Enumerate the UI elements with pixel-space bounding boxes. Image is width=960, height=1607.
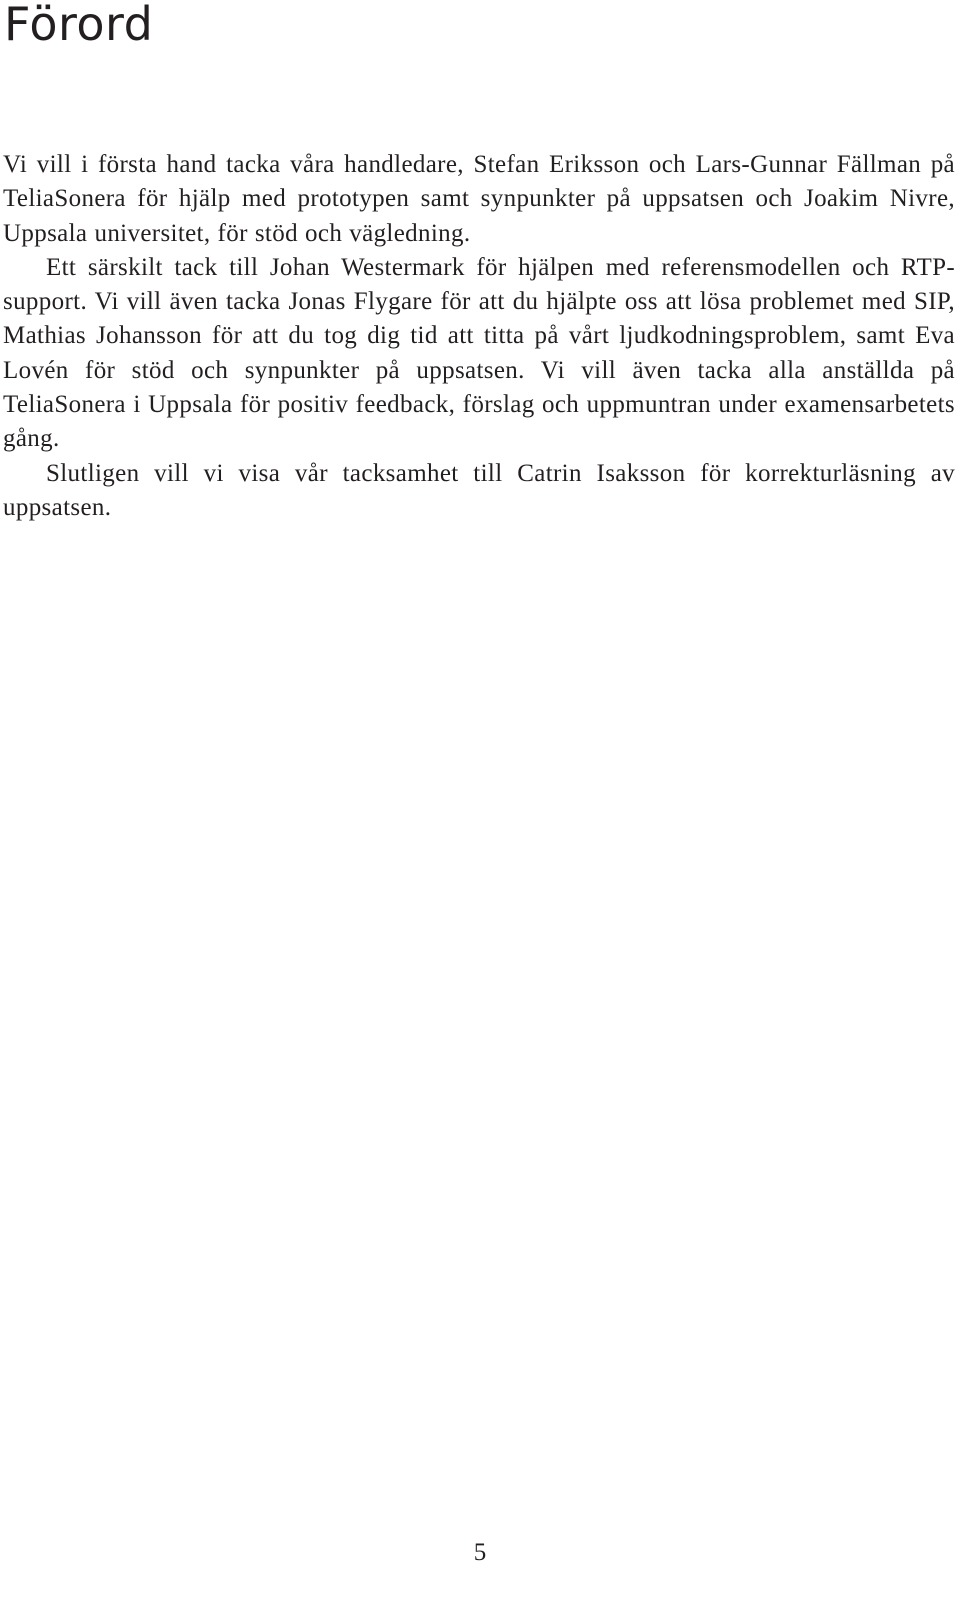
paragraph-acknowledgement-supervisors: Vi vill i första hand tacka våra handledare, Stefan Eriksson och Lars-Gunnar Fällman på TeliaSonera för hjälp med prototypen samt synpunkter på uppsatsen och Joakim Nivre, Uppsala universitet, för stöd och vägledning. (3, 151, 955, 247)
page-number: 5 (473, 1539, 487, 1566)
page-title: Förord (4, 0, 154, 51)
body-text (3, 148, 955, 525)
paragraph-acknowledgement-contributors: Ett särskilt tack till Johan Westermark för hjälpen med referensmodellen och RTP-support. Vi vill även tacka Jonas Flygare för att du hjälpte oss att lösa problemet med SIP, Mathias Johansson för att du tog dig tid att titta på vårt ljudkodningsproblem, samt Eva Lovén för stöd och synpunkter på uppsatsen. Vi vill även tacka alla anställda på TeliaSonera i Uppsala för positiv feedback, förslag och uppmuntran under examensarbetets gång. (3, 253, 955, 453)
paragraph-acknowledgement-proofreading: Slutligen vill vi visa vår tacksamhet till Catrin Isaksson för korrekturläsning av uppsatsen. (3, 459, 955, 521)
